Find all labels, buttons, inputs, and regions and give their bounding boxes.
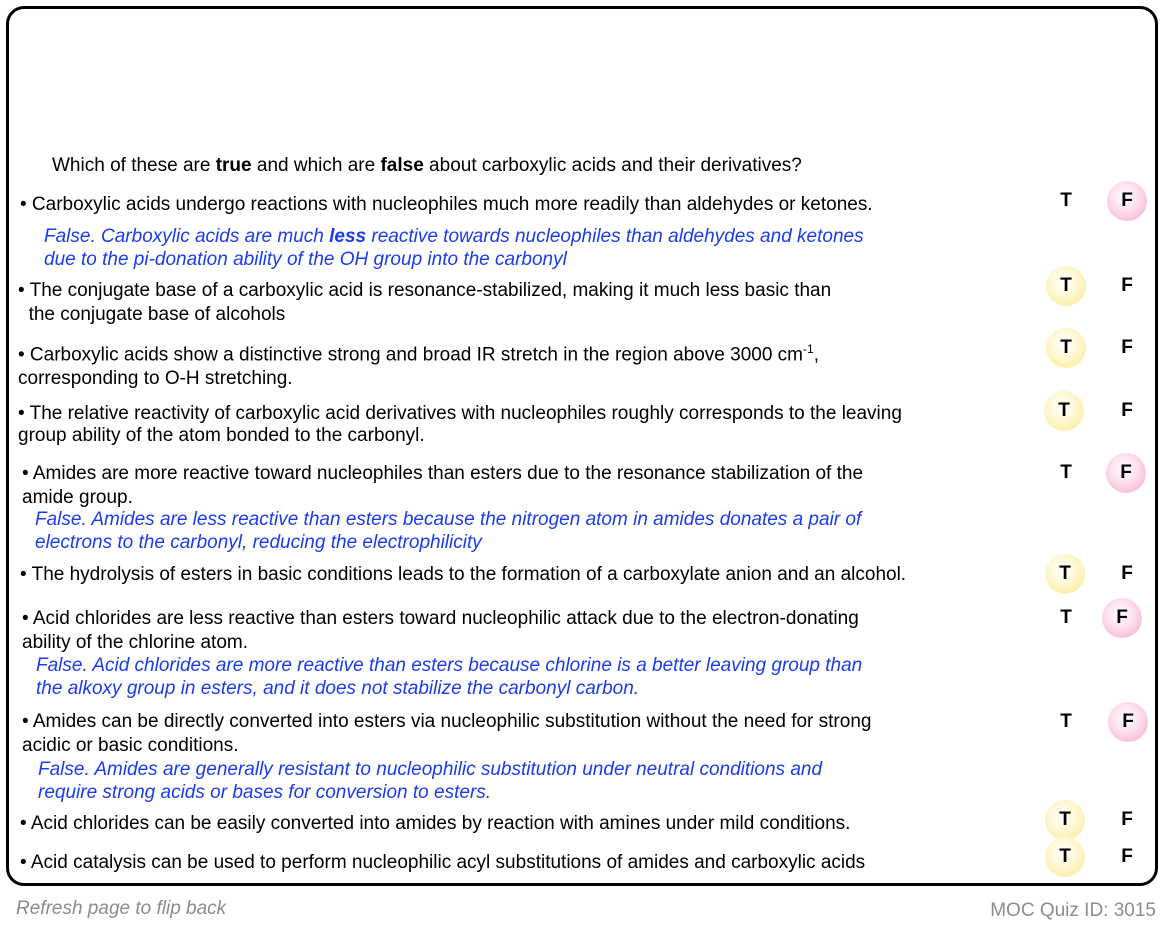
question-4: • The relative reactivity of carboxylic acid derivatives with nucleophiles roughly corresponds to the leaving group ability of the atom bonded to the carbonyl. (18, 403, 902, 446)
true-button-10-selected[interactable]: T (1045, 837, 1085, 877)
question-2: • The conjugate base of a carboxylic acid is resonance-stabilized, making it much less basic than the conjugate base of alcohols (18, 280, 832, 325)
question-8: • Amides can be directly converted into esters via nucleophilic substitution without the need for strong acidic or basic conditions. (22, 711, 872, 756)
explanation-8: False. Amides are generally resistant to nucleophilic substitution under neutral conditions and require strong acids or bases for conversion to esters. (38, 759, 823, 803)
true-button-1[interactable]: T (1060, 190, 1072, 211)
true-button-6-selected[interactable]: T (1045, 554, 1085, 594)
quiz-id: MOC Quiz ID: 3015 (990, 900, 1156, 921)
false-button-8-selected[interactable]: F (1108, 702, 1148, 742)
explanation-5: False. Amides are less reactive than esters because the nitrogen atom in amides donates a pair of electrons to the carbonyl, reducing the electrophilicity (35, 509, 862, 553)
question-5: • Amides are more reactive toward nucleophiles than esters due to the resonance stabilization of the amide group. (22, 463, 864, 508)
false-button-1-selected[interactable]: F (1107, 181, 1147, 221)
true-button-7[interactable]: T (1060, 607, 1072, 628)
explanation-1: False. Carboxylic acids are much less reactive towards nucleophiles than aldehydes and ketones due to the pi-donation ability of the OH group into the carbonyl (44, 226, 864, 270)
true-button-2-selected[interactable]: T (1046, 266, 1086, 306)
question-3: • Carboxylic acids show a distinctive strong and broad IR stretch in the region above 3000 $cm^{-1}$, corresponding to O-H stretching. (18, 342, 819, 390)
false-button-2[interactable]: F (1121, 275, 1133, 296)
question-10: • Acid catalysis can be used to perform nucleophilic acyl substitutions of amides and carboxylic acids (20, 852, 866, 873)
explanation-7: False. Acid chlorides are more reactive than esters because chlorine is a better leaving group than the alkoxy group in esters, and it does not stabilize the carbonyl carbon. (36, 655, 863, 699)
question-7: • Acid chlorides are less reactive than esters toward nucleophilic attack due to the electron-donating ability of the chlorine atom. (22, 608, 859, 653)
true-button-4-selected[interactable]: T (1044, 391, 1084, 431)
refresh-hint: Refresh page to flip back (16, 898, 227, 919)
true-button-3-selected[interactable]: T (1046, 328, 1086, 368)
false-button-5-selected[interactable]: F (1106, 453, 1146, 493)
false-button-3[interactable]: F (1121, 337, 1133, 358)
false-button-7-selected[interactable]: F (1102, 598, 1142, 638)
question-9: • Acid chlorides can be easily converted into amides by reaction with amines under mild conditions. (20, 813, 851, 834)
false-button-4[interactable]: F (1121, 400, 1133, 421)
false-button-6[interactable]: F (1121, 563, 1133, 584)
true-button-8[interactable]: T (1060, 711, 1072, 732)
quiz-prompt: Which of these are true and which are false about carboxylic acids and their derivatives? (52, 155, 802, 176)
false-button-10[interactable]: F (1121, 846, 1133, 867)
true-button-9-selected[interactable]: T (1045, 800, 1085, 840)
true-button-5[interactable]: T (1060, 462, 1072, 483)
false-button-9[interactable]: F (1121, 809, 1133, 830)
question-1: • Carboxylic acids undergo reactions with nucleophiles much more readily than aldehydes or ketones. (20, 194, 873, 215)
question-6: • The hydrolysis of esters in basic conditions leads to the formation of a carboxylate anion and an alcohol. (20, 564, 907, 585)
